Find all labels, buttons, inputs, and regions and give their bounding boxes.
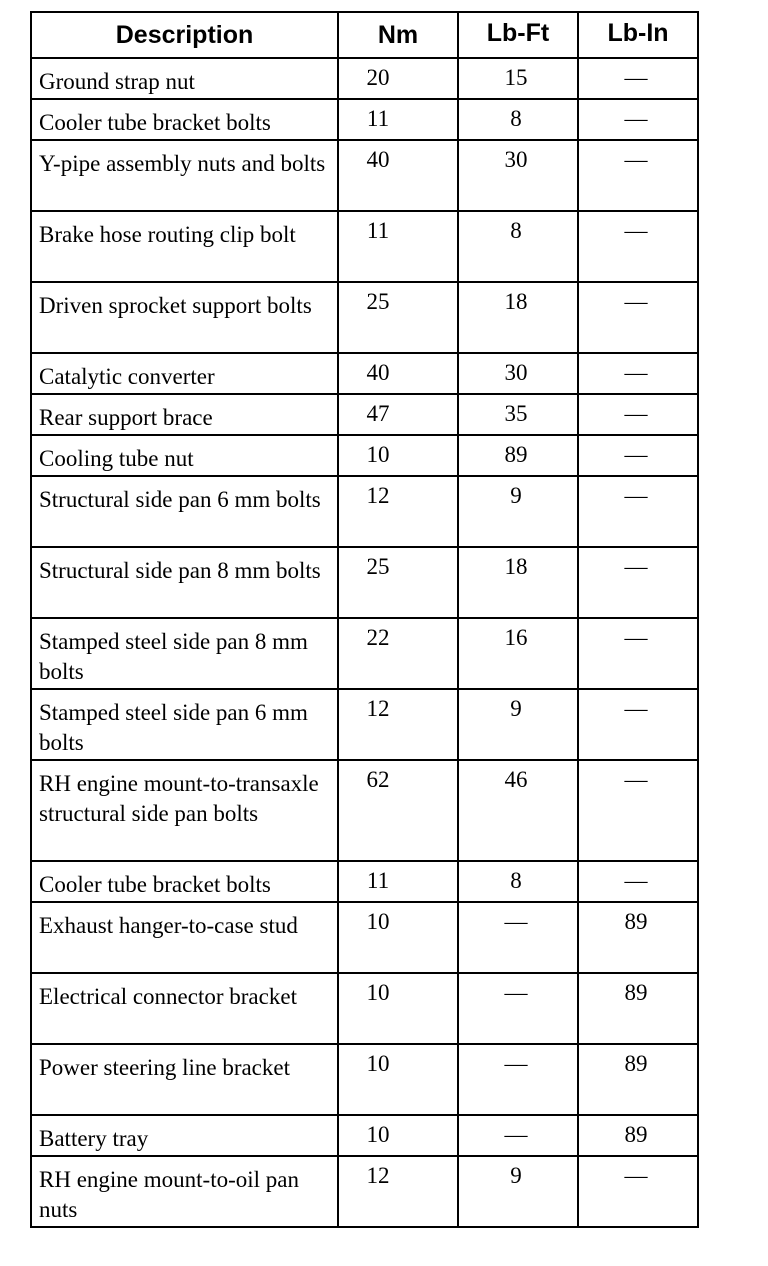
cell-description: Catalytic converter xyxy=(31,353,338,394)
table-row xyxy=(31,476,698,547)
cell-nm: 10 xyxy=(338,973,458,1044)
table-row xyxy=(31,282,698,353)
cell-nm: 25 xyxy=(338,547,458,618)
cell-lb-in: — xyxy=(578,58,698,99)
cell-description: RH engine mount-to-transaxle structural side pan bolts xyxy=(31,760,338,861)
cell-lb-ft: 18 xyxy=(458,282,578,353)
cell-description: Driven sprocket support bolts xyxy=(31,282,338,353)
cell-description: Stamped steel side pan 6 mm bolts xyxy=(31,689,338,760)
cell-lb-in: — xyxy=(578,282,698,353)
cell-description: Structural side pan 8 mm bolts xyxy=(31,547,338,618)
cell-nm: 12 xyxy=(338,1156,458,1227)
cell-nm: 40 xyxy=(338,353,458,394)
cell-description: Electrical connector bracket xyxy=(31,973,338,1044)
cell-lb-in: 89 xyxy=(578,973,698,1044)
cell-lb-ft: — xyxy=(458,1115,578,1156)
table-row xyxy=(31,140,698,211)
header-lb-in: Lb-In xyxy=(578,12,698,58)
cell-lb-in: — xyxy=(578,394,698,435)
table-row xyxy=(31,618,698,689)
cell-lb-ft: 30 xyxy=(458,353,578,394)
cell-lb-in: — xyxy=(578,861,698,902)
table-row xyxy=(31,973,698,1044)
cell-lb-in: 89 xyxy=(578,902,698,973)
table-row xyxy=(31,435,698,476)
table-row xyxy=(31,902,698,973)
cell-nm: 11 xyxy=(338,861,458,902)
table-row xyxy=(31,861,698,902)
table-row xyxy=(31,547,698,618)
cell-description: Cooler tube bracket bolts xyxy=(31,861,338,902)
cell-nm: 25 xyxy=(338,282,458,353)
cell-description: Structural side pan 6 mm bolts xyxy=(31,476,338,547)
cell-lb-ft: 18 xyxy=(458,547,578,618)
header-row xyxy=(31,12,698,58)
table-row xyxy=(31,760,698,861)
cell-lb-ft: 16 xyxy=(458,618,578,689)
cell-nm: 22 xyxy=(338,618,458,689)
cell-lb-ft: 8 xyxy=(458,861,578,902)
cell-lb-ft: 89 xyxy=(458,435,578,476)
cell-lb-in: — xyxy=(578,689,698,760)
cell-lb-in: 89 xyxy=(578,1044,698,1115)
cell-lb-ft: 9 xyxy=(458,476,578,547)
torque-spec-table xyxy=(30,11,699,1228)
cell-lb-ft: 30 xyxy=(458,140,578,211)
cell-lb-ft: 9 xyxy=(458,689,578,760)
cell-lb-ft: 8 xyxy=(458,211,578,282)
cell-description: Stamped steel side pan 8 mm bolts xyxy=(31,618,338,689)
cell-description: Cooling tube nut xyxy=(31,435,338,476)
header-nm: Nm xyxy=(338,12,458,58)
cell-description: Y-pipe assembly nuts and bolts xyxy=(31,140,338,211)
cell-description: Exhaust hanger-to-case stud xyxy=(31,902,338,973)
cell-nm: 11 xyxy=(338,99,458,140)
cell-nm: 47 xyxy=(338,394,458,435)
cell-lb-ft: — xyxy=(458,973,578,1044)
cell-lb-in: — xyxy=(578,140,698,211)
table-row xyxy=(31,99,698,140)
table-body xyxy=(31,58,698,1227)
cell-nm: 10 xyxy=(338,1044,458,1115)
cell-lb-ft: 15 xyxy=(458,58,578,99)
cell-nm: 20 xyxy=(338,58,458,99)
cell-lb-in: — xyxy=(578,1156,698,1227)
cell-lb-ft: — xyxy=(458,902,578,973)
cell-description: Power steering line bracket xyxy=(31,1044,338,1115)
cell-lb-ft: 46 xyxy=(458,760,578,861)
cell-nm: 12 xyxy=(338,689,458,760)
cell-lb-in: — xyxy=(578,99,698,140)
cell-nm: 10 xyxy=(338,1115,458,1156)
cell-nm: 40 xyxy=(338,140,458,211)
cell-lb-ft: 8 xyxy=(458,99,578,140)
table-row xyxy=(31,1115,698,1156)
cell-lb-in: 89 xyxy=(578,1115,698,1156)
cell-lb-in: — xyxy=(578,547,698,618)
table-header xyxy=(31,12,698,58)
cell-lb-in: — xyxy=(578,211,698,282)
table-row xyxy=(31,353,698,394)
cell-description: Brake hose routing clip bolt xyxy=(31,211,338,282)
cell-description: RH engine mount-to-oil pan nuts xyxy=(31,1156,338,1227)
cell-description: Battery tray xyxy=(31,1115,338,1156)
table-row xyxy=(31,211,698,282)
table-row xyxy=(31,394,698,435)
header-lb-ft: Lb-Ft xyxy=(458,12,578,58)
cell-lb-in: — xyxy=(578,353,698,394)
cell-nm: 62 xyxy=(338,760,458,861)
cell-lb-ft: 9 xyxy=(458,1156,578,1227)
cell-nm: 12 xyxy=(338,476,458,547)
cell-lb-ft: 35 xyxy=(458,394,578,435)
cell-nm: 10 xyxy=(338,435,458,476)
cell-description: Cooler tube bracket bolts xyxy=(31,99,338,140)
cell-nm: 11 xyxy=(338,211,458,282)
table-row xyxy=(31,1044,698,1115)
cell-lb-in: — xyxy=(578,760,698,861)
cell-lb-in: — xyxy=(578,476,698,547)
cell-lb-in: — xyxy=(578,435,698,476)
cell-lb-in: — xyxy=(578,618,698,689)
table-row xyxy=(31,58,698,99)
cell-description: Rear support brace xyxy=(31,394,338,435)
table-row xyxy=(31,689,698,760)
table-row xyxy=(31,1156,698,1227)
cell-lb-ft: — xyxy=(458,1044,578,1115)
cell-description: Ground strap nut xyxy=(31,58,338,99)
header-description: Description xyxy=(31,12,338,58)
cell-nm: 10 xyxy=(338,902,458,973)
